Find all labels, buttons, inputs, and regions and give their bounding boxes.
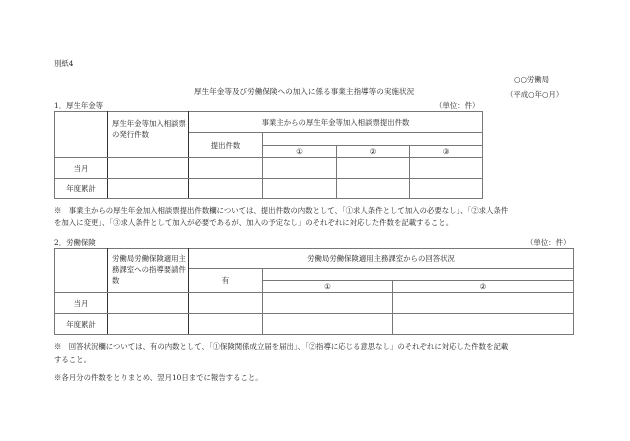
header-response-group: 労働局労働保険適用主務課室からの回答状況 (189, 249, 574, 269)
report-period: （平成○年○月） (506, 90, 564, 99)
header-sub-3: ③ (410, 146, 483, 158)
cell-input[interactable] (337, 158, 410, 179)
corner-cell (55, 112, 108, 158)
row-label-fiscal-total: 年度累計 (55, 314, 108, 335)
cell-input[interactable] (337, 179, 410, 199)
section1-unit: （単位：件） (435, 101, 480, 110)
pension-table (54, 111, 483, 199)
cell-input[interactable] (263, 314, 393, 335)
header-sub-2: ② (337, 146, 410, 158)
section1-heading: 1．厚生年金等 (54, 101, 104, 110)
header-submitted: 提出件数 (189, 133, 263, 158)
header-sub-2: ② (393, 281, 574, 293)
header-request-count: 労働局労働保険適用主務課室への指導要請件数 (108, 249, 189, 293)
header-issued-count: 厚生年金等加入相談票の発行件数 (108, 112, 189, 158)
row-label-fiscal-total: 年度累計 (55, 179, 108, 199)
attachment-label: 別紙4 (54, 59, 74, 68)
cell-input[interactable] (263, 179, 337, 199)
cell-input[interactable] (263, 293, 393, 314)
section2-heading: 2．労働保険 (54, 238, 96, 247)
row-label-current-month: 当月 (55, 158, 108, 179)
cell-input[interactable] (189, 158, 263, 179)
cell-input[interactable] (108, 179, 189, 199)
document-title: 厚生年金等及び労働保険への加入に係る事業主指導等の実施状況 (194, 87, 415, 96)
cell-input[interactable] (189, 293, 263, 314)
cell-input[interactable] (410, 179, 483, 199)
cell-input[interactable] (108, 314, 189, 335)
section1-note: ※ 事業主からの厚生年金加入相談票提出件数欄については、提出件数の内数として、「①求人条件として加入の必要なし」、「②求人条件 を加入に変更」、「③求人条件として加入が必要であるが、加入の予定なし」のそれぞれに対応した件数を記載すること。 (54, 206, 509, 227)
header-submission-group: 事業主からの厚生年金等加入相談票提出件数 (189, 112, 483, 133)
row-label-current-month: 当月 (55, 293, 108, 314)
cell-input[interactable] (189, 314, 263, 335)
cell-input[interactable] (393, 293, 574, 314)
cell-input[interactable] (108, 293, 189, 314)
header-sub-1: ① (263, 146, 337, 158)
cell-input[interactable] (410, 158, 483, 179)
corner-cell (55, 249, 108, 293)
footer-note: ※各月分の件数をとりまとめ、翌月10日までに報告すること。 (54, 373, 263, 382)
cell-input[interactable] (108, 158, 189, 179)
office-name: ○○労働局 (514, 75, 550, 84)
section2-unit: （単位：件） (526, 238, 571, 247)
cell-input[interactable] (189, 179, 263, 199)
header-yes: 有 (189, 269, 263, 293)
section2-note: ※ 回答状況欄については、有の内数として、「①保険関係成立届を届出」、「②指導に応じる意思なし」のそれぞれに対応した件数を記載 すること。 (54, 342, 509, 364)
labor-insurance-table (54, 248, 574, 335)
cell-input[interactable] (393, 314, 574, 335)
cell-input[interactable] (263, 158, 337, 179)
header-sub-1: ① (263, 281, 393, 293)
